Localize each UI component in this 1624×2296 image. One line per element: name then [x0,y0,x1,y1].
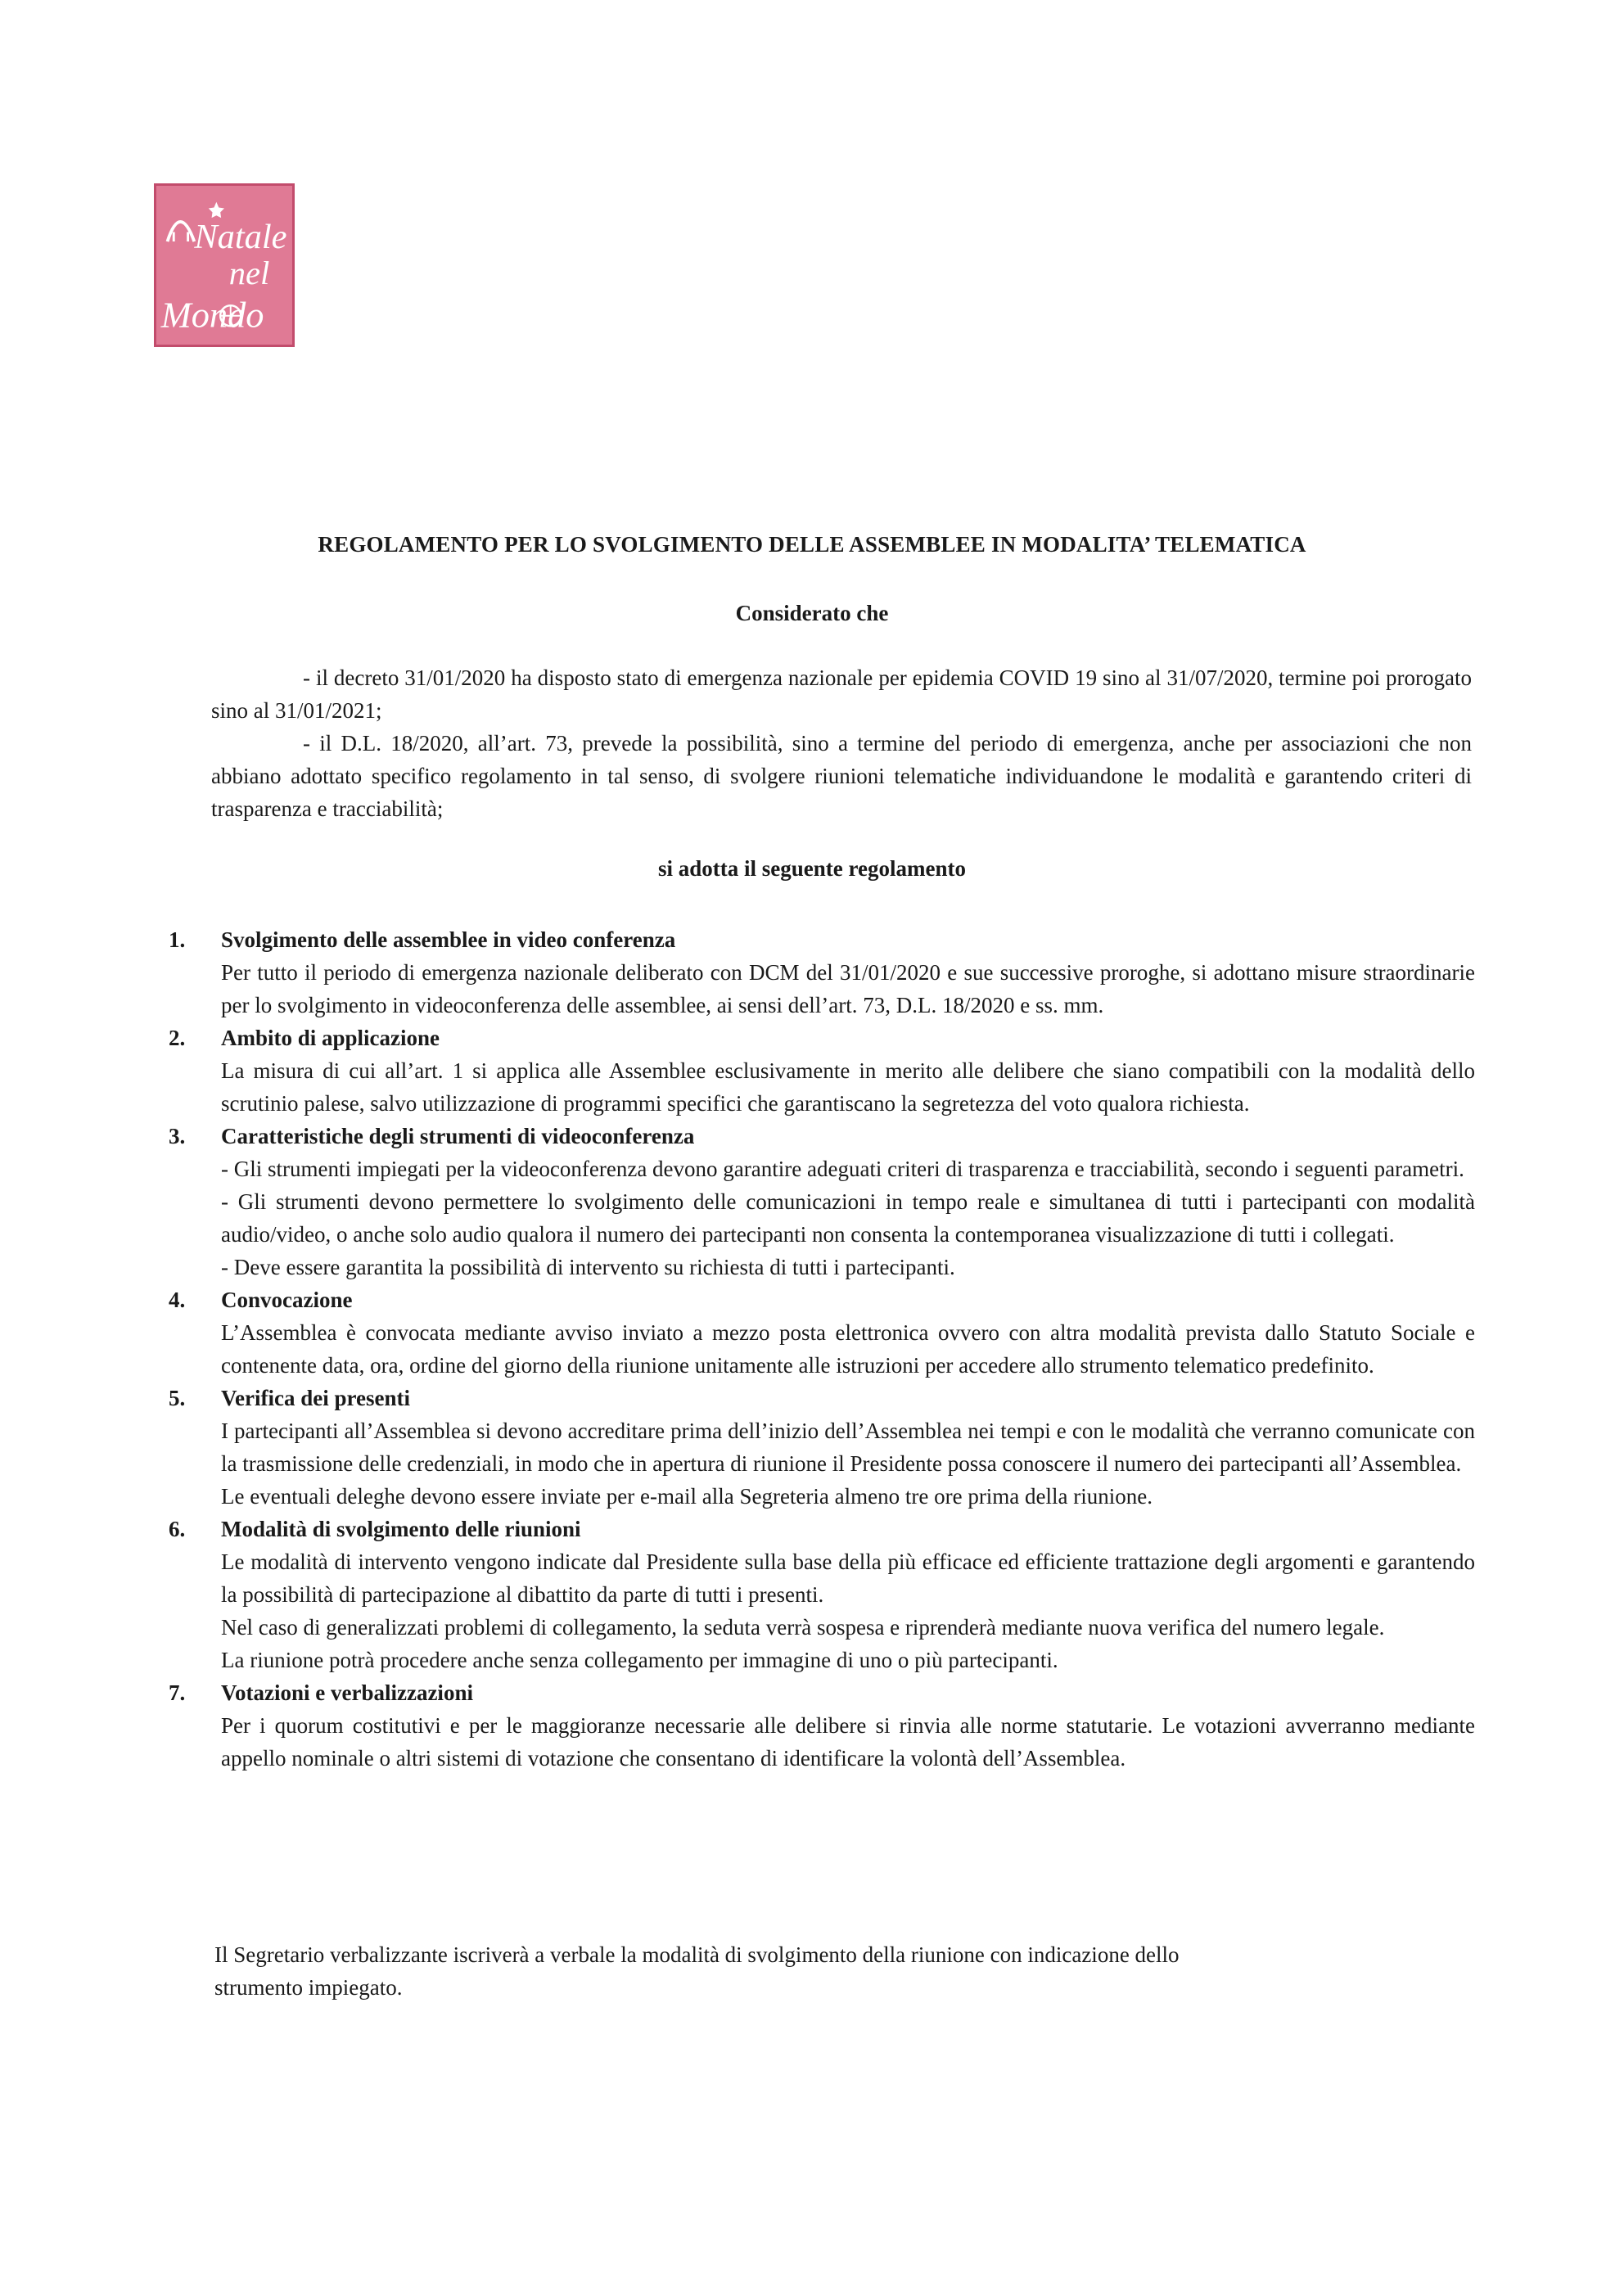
article-body [221,1153,1475,1283]
premise-item: - il decreto 31/01/2020 ha disposto stato di emergenza nazionale per epidemia COVID 19 sino al 31/07/2020, termine poi prorogato sino al 31/01/2021; [211,665,1472,723]
article-number: 1. [169,927,186,952]
article-paragraph: Le modalità di intervento vengono indicate dal Presidente sulla base della più efficace ed efficiente trattazione degli argomenti e garantendo la possibilità di partecipazione al dibattito da parte di tutti i presenti. [221,1549,1475,1607]
article-title: Verifica dei presenti [221,1386,410,1410]
article-number: 6. [169,1517,186,1541]
article-number: 4. [169,1288,186,1312]
closing-text [214,1938,1360,2004]
logo-graphic [156,186,292,345]
article-number: 3. [169,1124,186,1148]
article-2 [169,1022,1475,1120]
logo-line-2: nel [228,255,270,292]
article-paragraph: I partecipanti all’Assemblea si devono accreditare prima dell’inizio dell’Assemblea nei tempi e con le modalità che verranno comunicate con la trasmissione delle credenziali, in modo che in apertura di riunione il Presidente possa conoscere il numero dei partecipanti all’Assemblea. [221,1419,1475,1476]
article-paragraph: L’Assemblea è convocata mediante avviso inviato a mezzo posta elettronica ovvero con altra modalità prevista dallo Statuto Sociale e contenente data, ora, ordine del giorno della riunione unitamente alle istruzioni per accedere allo strumento telematico predefinito. [221,1320,1475,1378]
adopt-heading: si adotta il seguente regolamento [658,856,966,881]
article-3 [169,1120,1475,1283]
closing-line: Il Segretario verbalizzante iscriverà a verbale la modalità di svolgimento della riunione con indicazione dello [214,1942,1180,1967]
logo-line-1: Natale [194,217,287,256]
articles-list [169,923,1475,1775]
article-paragraph: Le eventuali deleghe devono essere inviate per e-mail alla Segreteria almeno tre ore prima della riunione. [221,1484,1153,1509]
article-title: Modalità di svolgimento delle riunioni [221,1517,581,1541]
article-number: 7. [169,1680,186,1705]
premise-item: - il D.L. 18/2020, all’art. 73, prevede la possibilità, sino a termine del periodo di emergenza, anche per associazioni che non abbiano adottato specifico regolamento in tal senso, di svolgere riunioni telematiche individuandone le modalità e garantendo criteri di trasparenza e tracciabilità; [211,731,1472,821]
premises [211,661,1472,825]
considerato-heading: Considerato che [735,601,889,625]
article-title: Votazioni e verbalizzazioni [221,1680,473,1705]
article-number: 2. [169,1026,186,1050]
article-body [221,1414,1475,1513]
article-paragraph: La riunione potrà procedere anche senza collegamento per immagine di uno o più partecipanti. [221,1648,1058,1672]
article-title: Caratteristiche degli strumenti di videoconferenza [221,1124,695,1148]
article-paragraph: - Deve essere garantita la possibilità di intervento su richiesta di tutti i partecipanti. [221,1255,955,1279]
article-paragraph: Per i quorum costitutivi e per le maggioranze necessarie alle delibere si rinvia alle norme statutarie. Le votazioni avverranno mediante appello nominale o altri sistemi di votazione che consentano di identificare la volontà dell’Assemblea. [221,1713,1475,1770]
article-paragraph: Per tutto il periodo di emergenza nazionale deliberato con DCM del 31/01/2020 e sue successive proroghe, si adottano misure straordinarie per lo svolgimento in videoconferenza delle assemblee, ai sensi dell’art. 73, D.L. 18/2020 e ss. mm. [221,960,1475,1017]
article-paragraph: - Gli strumenti impiegati per la videoconferenza devono garantire adeguati criteri di trasparenza e tracciabilità, secondo i seguenti parametri. [221,1157,1464,1181]
document-title: REGOLAMENTO PER LO SVOLGIMENTO DELLE ASSEMBLEE IN MODALITA’ TELEMATICA [318,532,1306,557]
article-title: Svolgimento delle assemblee in video conferenza [221,927,676,952]
article-7 [169,1676,1475,1775]
closing-line: strumento impiegato. [214,1975,403,2000]
article-body [221,1316,1475,1382]
article-body [221,1054,1475,1120]
article-number: 5. [169,1386,186,1410]
article-title: Convocazione [221,1288,353,1312]
logo-line-3: Mondo [160,294,264,336]
article-5 [169,1382,1475,1513]
article-body [221,1545,1475,1676]
article-paragraph: Nel caso di generalizzati problemi di collegamento, la seduta verrà sospesa e riprenderà mediante nuova verifica del numero legale. [221,1615,1385,1640]
article-body [221,956,1475,1022]
article-paragraph: La misura di cui all’art. 1 si applica alle Assemblee esclusivamente in merito alle delibere che siano compatibili con la modalità dello scrutinio palese, salvo utilizzazione di programmi specifici che garantiscano la segretezza del voto qualora richiesta. [221,1058,1475,1116]
natale-nel-mondo-logo [154,183,295,347]
article-6 [169,1513,1475,1676]
article-body [221,1709,1475,1775]
article-4 [169,1283,1475,1382]
article-1 [169,923,1475,1022]
article-title: Ambito di applicazione [221,1026,440,1050]
article-paragraph: - Gli strumenti devono permettere lo svolgimento delle comunicazioni in tempo reale e simultanea di tutti i partecipanti con modalità audio/video, o anche solo audio qualora il numero dei partecipanti non consenta la contemporanea visualizzazione di tutti i collegati. [221,1189,1475,1247]
